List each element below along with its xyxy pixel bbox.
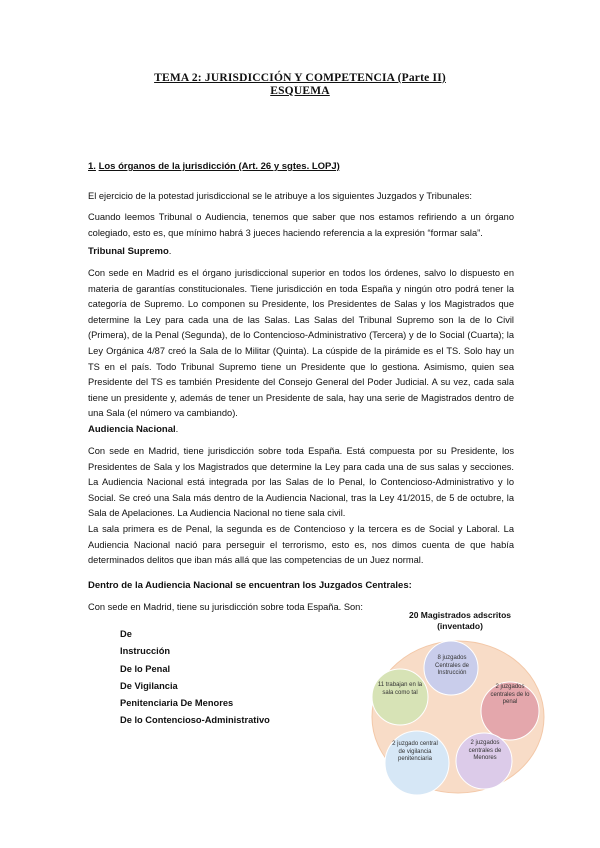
document-title: TEMA 2: JURISDICCIÓN Y COMPETENCIA (Parte II) — [154, 72, 446, 84]
list-item: De Vigilancia — [120, 680, 178, 691]
tribunal-supremo-heading: Tribunal Supremo. — [88, 246, 172, 257]
label-sala: 11 trabajan en la sala como tal — [377, 682, 423, 696]
list-item: Penitenciaria De Menores — [120, 698, 234, 709]
audiencia-nacional-heading: Audiencia Nacional. — [88, 424, 179, 435]
juzgados-centrales-intro: Con sede en Madrid, tiene su jurisdicción sobre toda España. Son: — [88, 602, 363, 612]
section-number: 1. — [88, 161, 96, 172]
audiencia-nacional-salas-text: La sala primera es de Penal, la segunda es de Contencioso y la tercera es de Social y Laboral. La Audiencia Nacional nació para perseguir el terrorismo, esto es, nos dimos cuenta de que había determinados delitos que iban más allá que las competencias de un Juez normal. — [88, 524, 514, 566]
juzgados-centrales-heading: Dentro de la Audiencia Nacional se encuentran los Juzgados Centrales: — [88, 580, 412, 591]
tribunal-supremo-text: Con sede en Madrid es el órgano jurisdiccional superior en todos los órdenes, salvo lo dispuesto en materia de garantías constitucionales. Tiene jurisdicción en toda España y ningún otro podrá tener la categoría de Supremo. Lo componen su Presidente, los Presidentes de Salas y los Magistrados que determine la Ley para cada una de las Salas. Las Salas del Tribunal Supremo son la de lo Civil (Primera), de la Penal (Segunda), de lo Contencioso-Administrativo (Tercera) y de lo Social (Cuarta); la Ley Orgánica 4/87 creó la Sala de lo Militar (Quinta). La cúspide de la pirámide es el TS. Solo hay un TS en el país. Todo Tribunal Supremo tiene un Presidente que lo gestiona. Asimismo, quien sea Presidente del TS es también Presidente del Consejo General del Poder Judicial. A su vez, cada sala tiene un presidente y, además de tener un Presidente de sala, hay una serie de Magistrados dentro de una Sala (el número va cambiando). — [88, 268, 514, 419]
document-subtitle: ESQUEMA — [270, 85, 330, 97]
list-item: Instrucción — [120, 646, 171, 657]
section-title: Los órganos de la jurisdicción (Art. 26 y sgtes. LOPJ) — [98, 161, 340, 172]
list-item: De lo Contencioso-Administrativo — [120, 715, 270, 726]
list-item: De lo Penal — [120, 663, 171, 674]
juzgados-list — [120, 626, 270, 730]
tribunal-definition: Cuando leemos Tribunal o Audiencia, tenemos que saber que nos estamos refiriendo a un órgano colegiado, esto es, que mínimo habrá 3 jueces haciendo referencia a la expresión “formar sala”. — [88, 212, 514, 238]
section-1-heading — [88, 161, 340, 172]
label-instruccion: 8 juzgados Centrales de Instrucción — [434, 655, 470, 676]
label-vigilancia: 2 juzgado central de vigilancia penitenciaria — [392, 741, 438, 762]
list-item: De — [120, 629, 132, 639]
audiencia-nacional-text: Con sede en Madrid, tiene jurisdicción sobre toda España. Está compuesta por su Presidente, los Presidentes de Sala y los Magistrados que determine la Ley para cada una de sus salas y secciones. La Audiencia Nacional está integrada por las Salas de lo Penal, lo Contencioso-Administrativo y lo Social. Se creó una Sala más dentro de la Audiencia Nacional, tras la Ley 41/2015, de 5 de octubre, la Sala de Apelaciones. La Audiencia Nacional no tiene sala civil. — [88, 446, 514, 519]
diagram-title: 20 Magistrados adscritos (inventado) — [408, 610, 512, 631]
label-menores: 2 juzgados centrales de Menores — [468, 740, 502, 761]
label-penal: 2 juzgados centrales de lo penal — [490, 684, 530, 705]
circle-sala — [372, 669, 428, 725]
section-intro: El ejercicio de la potestad jurisdiccional se le atribuye a los siguientes Juzgados y Tribunales: — [88, 191, 472, 201]
magistrados-diagram — [370, 610, 550, 800]
